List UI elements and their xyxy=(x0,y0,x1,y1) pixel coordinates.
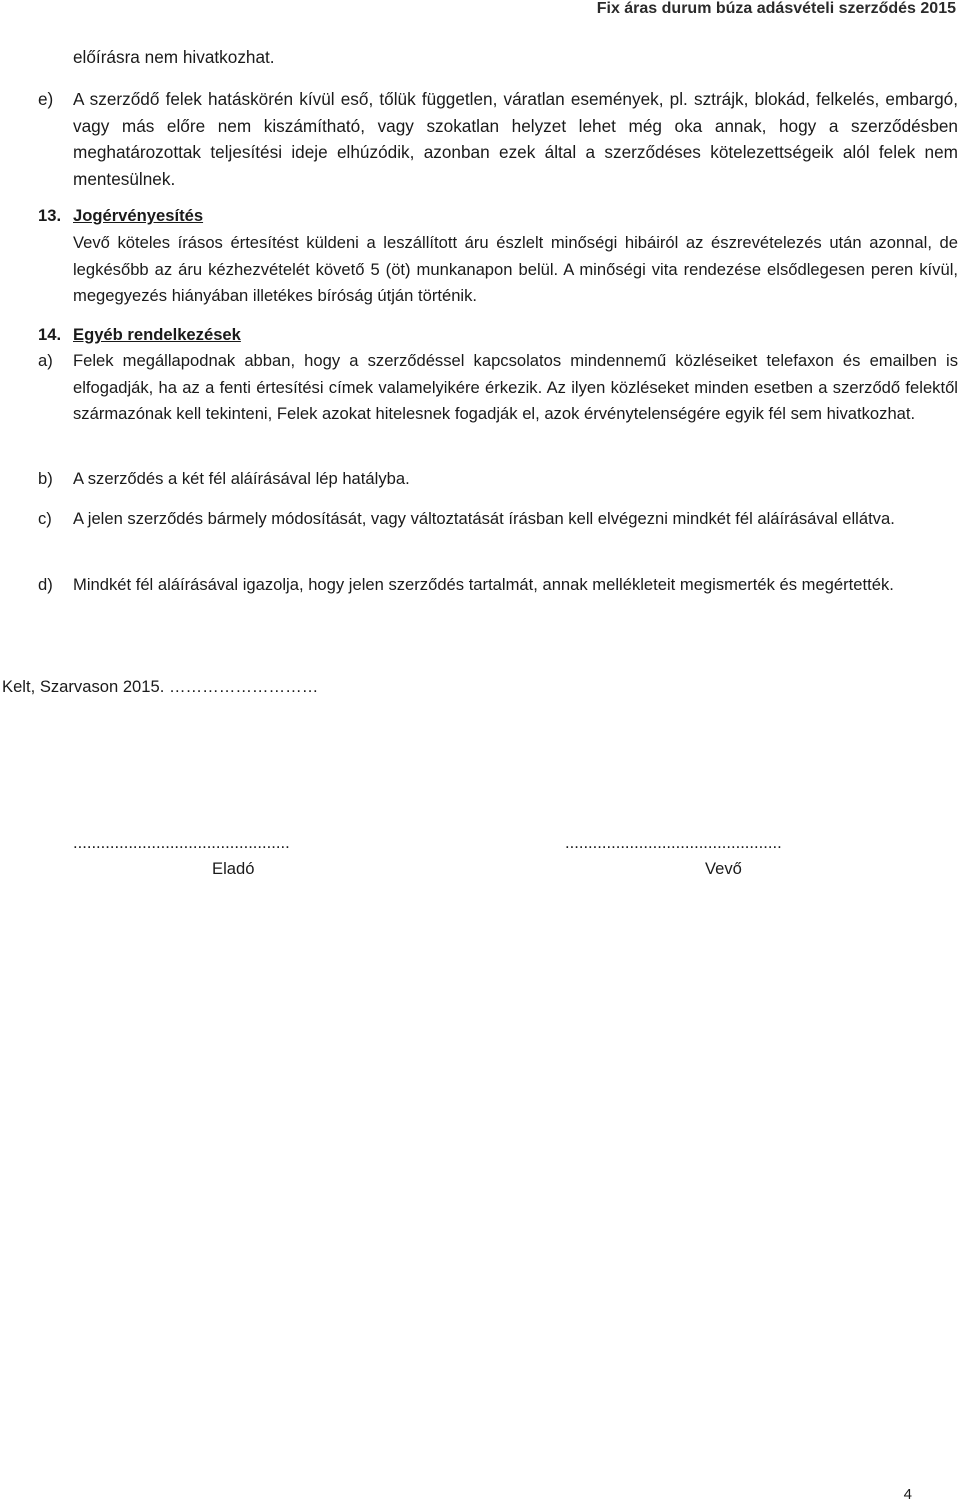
section-13-heading xyxy=(38,203,203,230)
page-number: 4 xyxy=(903,1486,912,1503)
section-number: 13. xyxy=(38,206,62,225)
buyer-signature-line: ............................................... xyxy=(565,833,782,852)
list-marker: a) xyxy=(38,351,53,370)
list-item-e xyxy=(38,86,958,192)
list-item-text: Mindkét fél aláírásával igazolja, hogy jelen szerződés tartalmát, annak mellékleteit megismerték és megértették. xyxy=(73,575,894,594)
seller-label: Eladó xyxy=(212,859,255,878)
list-item-text: A szerződő felek hatáskörén kívül eső, tőlük független, váratlan események, pl. sztrájk, blokád, felkelés, embargó, vagy más előre nem kiszámítható, vagy szokatlan helyzet lehet még oka annak, hogy a szerződésben meghatározottak teljesítési ideje elhúzódik, azonban ezek által a szerződéses kötelezettségeik alól felek nem mentesülnek. xyxy=(73,89,958,189)
list-item-a xyxy=(38,348,958,428)
list-item-c xyxy=(38,506,958,533)
list-item-d xyxy=(38,572,958,599)
section-13-text: Vevő köteles írásos értesítést küldeni a leszállított áru észlelt minőségi hibáiról az észrevételezés után azonnal, de legkésőbb az áru kézhezvételét követő 5 (öt) munkanapon belül. A minőségi vita rendezése elsődlegesen peren kívül, megegyezés hiányában illetékes bíróság útján történik. xyxy=(73,233,958,305)
place-date-line: Kelt, Szarvason 2015. ……………………… xyxy=(2,677,319,696)
list-item-text: A szerződés a két fél aláírásával lép hatályba. xyxy=(73,469,410,488)
buyer-label: Vevő xyxy=(705,859,742,878)
continuation-text: előírásra nem hivatkozhat. xyxy=(73,47,275,67)
list-marker: c) xyxy=(38,509,52,528)
list-item-text: A jelen szerződés bármely módosítását, vagy változtatását írásban kell elvégezni mindkét fél aláírásával ellátva. xyxy=(73,509,895,528)
list-item-text: Felek megállapodnak abban, hogy a szerződéssel kapcsolatos mindennemű közléseiket telefaxon és emailben is elfogadják, ha az a fenti értesítési címek valamelyikére érkezik. Az ilyen közléseket minden esetben a szerződő felektől származónak kell tekinteni, Felek azokat hitelesnek fogadják el, azok érvénytelenségére egyik fél sem hivatkozhat. xyxy=(73,351,958,423)
list-marker: b) xyxy=(38,469,53,488)
section-14-heading xyxy=(38,322,241,349)
section-number: 14. xyxy=(38,325,62,344)
section-title: Egyéb rendelkezések xyxy=(73,325,241,344)
list-marker: e) xyxy=(38,89,54,109)
list-item-b xyxy=(38,466,958,493)
seller-signature-line: ............................................... xyxy=(73,833,290,852)
list-marker: d) xyxy=(38,575,53,594)
section-title: Jogérvényesítés xyxy=(73,206,204,225)
document-header-title: Fix áras durum búza adásvételi szerződés 2015 xyxy=(596,0,956,17)
